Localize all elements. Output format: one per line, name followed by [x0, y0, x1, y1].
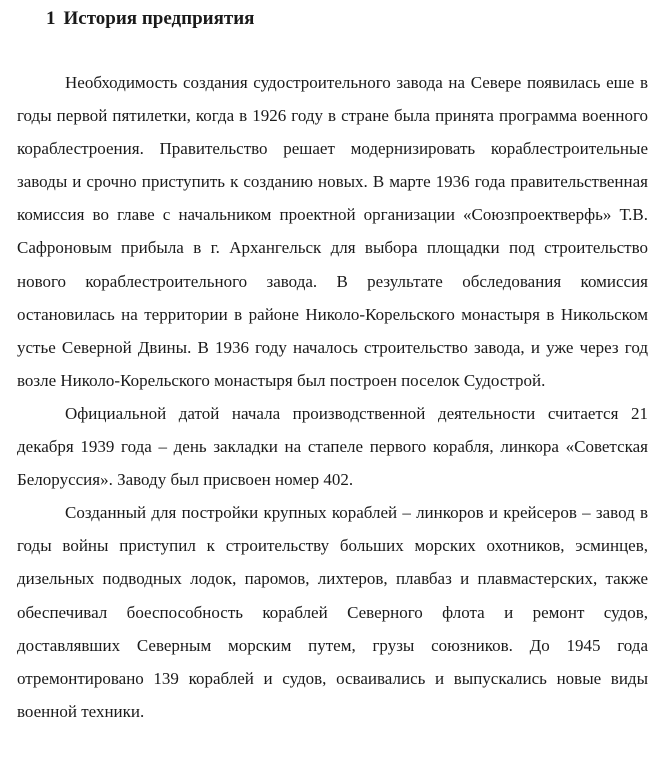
section-number: 1 [46, 8, 56, 29]
paragraph-official-start: Официальной датой начала производственной деятельности считается 21 декабря 1939 года – день закладки на стапеле первого корабля, линкора «Советская Белоруссия». Заводу был присвоен номер 402. [17, 403, 648, 490]
paragraph-history-founding: Необходимость создания судостроительного завода на Севере появилась еше в годы первой пятилетки, когда в 1926 году в стране была принята программа военного кораблестроения. Правительство решает модернизировать кораблестроительные заводы и срочно приступить к созданию новых. В марте 1936 года правительственная комиссия во главе с начальником проектной организации «Союзпроектверфь» Т.В. Сафроновым прибыла в г. Архангельск для выбора площадки под строительство нового кораблестроительного завода. В результате обследования комиссия остановилась на территории в районе Николо-Корельского монастыря в Никольском устье Северной Двины. В 1936 году началось строительство завода, и уже через год возле Николо-Корельского монастыря был построен поселок Судострой. [17, 73, 648, 390]
section-title: История предприятия [63, 8, 255, 29]
paragraph-war-years: Созданный для постройки крупных кораблей – линкоров и крейсеров – завод в годы войны приступил к строительству больших морских охотников, эсминцев, дизельных подводных лодок, паромов, лихтеров, плавбаз и плавмастерских, также обеспечивал боеспособность кораблей Северного флота и ремонт судов, доставлявших Северным морским путем, грузы союзников. До 1945 года отремонтировано 139 кораблей и судов, осваивались и выпускались новые виды военной техники. [17, 503, 648, 721]
body-text [17, 66, 648, 728]
section-heading [46, 6, 254, 32]
